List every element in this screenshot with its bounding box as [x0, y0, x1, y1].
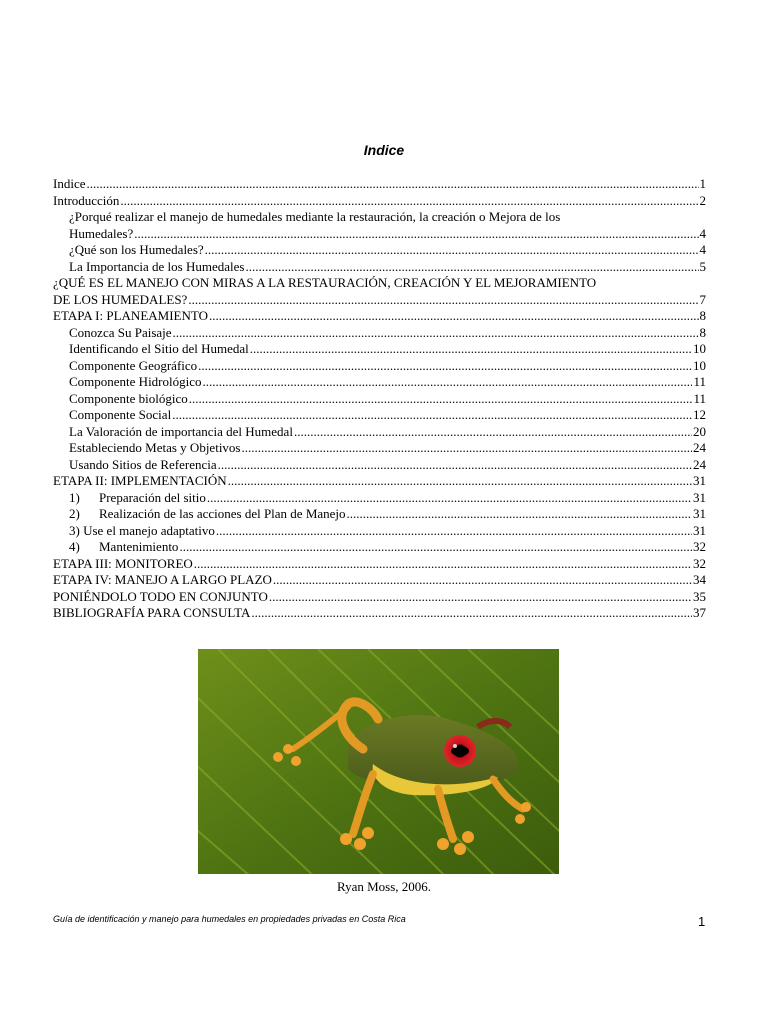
toc-entry[interactable]: [53, 341, 706, 358]
toc-dot-leader: [189, 391, 693, 408]
toc-dot-leader: [194, 556, 692, 573]
toc-entry-line: [69, 226, 706, 243]
toc-page-number: 4: [699, 225, 706, 241]
toc-dot-leader: [173, 325, 699, 342]
toc-page-number: 5: [699, 258, 706, 274]
toc-dot-leader: [203, 374, 693, 391]
toc-page-number: 8: [699, 324, 706, 340]
toc-page-number: 31: [693, 489, 706, 505]
toc-page-number: 34: [693, 572, 706, 587]
toc-page-number: 20: [693, 423, 706, 439]
toc-dot-leader: [120, 193, 698, 210]
red-eyed-tree-frog-image: [198, 649, 559, 874]
toc-entry[interactable]: [53, 572, 706, 589]
toc-page-number: 2: [699, 192, 706, 208]
toc-entry-title: PONIÉNDOLO TODO EN CONJUNTO: [53, 588, 268, 604]
toc-entry[interactable]: [53, 374, 706, 391]
toc-page-number: 11: [693, 390, 706, 406]
toc-entry[interactable]: [53, 506, 706, 523]
toc-entry[interactable]: [53, 308, 706, 325]
toc-dot-leader: [205, 242, 699, 259]
toc-entry-title: Componente Geográfico: [69, 357, 198, 373]
toc-entry-title: Introducción: [53, 192, 120, 208]
toc-entry[interactable]: [53, 457, 706, 474]
toc-entry[interactable]: [53, 605, 706, 622]
toc-page-number: 32: [693, 539, 706, 554]
toc-entry-number: 4): [69, 539, 80, 554]
toc-entry-title: ¿Qué son los Humedales?: [69, 242, 204, 257]
toc-entry-title-continued: DE LOS HUMEDALES?: [53, 291, 188, 307]
toc-entry-title: Indice: [53, 176, 86, 191]
toc-page-number: 8: [699, 308, 706, 323]
toc-dot-leader: [207, 490, 692, 507]
toc-dot-leader: [294, 424, 692, 441]
toc-entry-title: ETAPA II: IMPLEMENTACIÓN: [53, 473, 227, 488]
toc-entry-title: Estableciendo Metas y Objetivos: [69, 440, 241, 455]
toc-entry-title: Realización de las acciones del Plan de Manejo: [99, 506, 346, 521]
toc-page-number: 10: [693, 341, 706, 356]
toc-entry[interactable]: [53, 424, 706, 441]
toc-page-number: 35: [693, 588, 706, 604]
toc-entry-title: Usando Sitios de Referencia: [69, 456, 217, 472]
photo-caption: Ryan Moss, 2006.: [336, 879, 432, 894]
toc-page-number: 31: [693, 506, 706, 521]
toc-dot-leader: [216, 523, 692, 540]
toc-dot-leader: [134, 226, 698, 243]
toc-dot-leader: [273, 572, 692, 589]
toc-entry-title: ETAPA IV: MANEJO A LARGO PLAZO: [53, 572, 272, 587]
toc-entry[interactable]: [53, 473, 706, 490]
toc-entry[interactable]: [53, 440, 706, 457]
toc-entry[interactable]: [53, 275, 706, 308]
toc-page-number: 37: [693, 605, 706, 620]
toc-entry-title: La Importancia de los Humedales: [69, 258, 245, 274]
toc-entry-line: [53, 292, 706, 309]
footer-page-number: 1: [698, 914, 706, 929]
table-of-contents: [53, 176, 706, 622]
toc-entry-title: Componente Social: [69, 407, 172, 422]
toc-page-number: 10: [693, 357, 706, 373]
toc-entry-title: BIBLIOGRAFÍA PARA CONSULTA: [53, 605, 251, 620]
toc-entry[interactable]: [53, 193, 706, 210]
toc-entry-title: Conozca Su Paisaje: [69, 324, 172, 340]
toc-dot-leader: [250, 341, 692, 358]
toc-entry[interactable]: [53, 358, 706, 375]
toc-dot-leader: [209, 308, 699, 325]
toc-entry-title: Identificando el Sitio del Humedal: [69, 341, 249, 356]
toc-page-number: 31: [693, 473, 706, 488]
toc-entry[interactable]: [53, 176, 706, 193]
toc-dot-leader: [251, 605, 692, 622]
page-title: Indice: [363, 142, 405, 158]
footer-text: Guía de identificación y manejo para humedales en propiedades privadas en Costa Rica: [53, 914, 406, 924]
toc-page-number: 24: [693, 440, 706, 455]
toc-dot-leader: [172, 407, 692, 424]
frog-photo: [198, 649, 559, 874]
toc-dot-leader: [228, 473, 692, 490]
toc-dot-leader: [198, 358, 692, 375]
toc-entry[interactable]: [53, 589, 706, 606]
toc-page-number: 32: [693, 555, 706, 571]
toc-entry-title: Preparación del sitio: [99, 489, 206, 505]
toc-entry[interactable]: [53, 325, 706, 342]
toc-entry[interactable]: [53, 259, 706, 276]
toc-dot-leader: [269, 589, 692, 606]
toc-entry[interactable]: [53, 490, 706, 507]
toc-entry-title: La Valoración de importancia del Humedal: [69, 423, 293, 439]
toc-entry-title: 3) Use el manejo adaptativo: [69, 522, 215, 538]
toc-entry[interactable]: [53, 556, 706, 573]
toc-entry-title: Mantenimiento: [99, 539, 179, 554]
toc-entry-title: Componente Hidrológico: [69, 374, 202, 389]
toc-dot-leader: [86, 176, 698, 193]
toc-page-number: 31: [693, 522, 706, 538]
toc-dot-leader: [179, 539, 692, 556]
toc-page-number: 4: [699, 242, 706, 257]
toc-dot-leader: [245, 259, 698, 276]
toc-dot-leader: [218, 457, 692, 474]
toc-entry[interactable]: [53, 209, 706, 242]
toc-entry[interactable]: [53, 539, 706, 556]
toc-entry-title: ETAPA I: PLANEAMIENTO: [53, 308, 208, 323]
toc-page-number: 12: [693, 407, 706, 422]
toc-entry-title: Componente biológico: [69, 390, 188, 406]
toc-entry-number: 1): [69, 489, 80, 505]
toc-dot-leader: [347, 506, 692, 523]
toc-page-number: 1: [699, 176, 706, 191]
toc-page-number: 7: [699, 291, 706, 307]
toc-entry[interactable]: [53, 523, 706, 540]
toc-dot-leader: [188, 292, 698, 309]
toc-entry[interactable]: [53, 407, 706, 424]
toc-entry[interactable]: [53, 391, 706, 408]
toc-entry-title: ¿QUÉ ES EL MANEJO CON MIRAS A LA RESTAURACIÓN, CREACIÓN Y EL MEJORAMIENTO: [53, 275, 597, 290]
toc-entry-number: 2): [69, 506, 80, 521]
toc-entry[interactable]: [53, 242, 706, 259]
toc-dot-leader: [242, 440, 693, 457]
toc-entry-title: ETAPA III: MONITOREO: [53, 555, 193, 571]
toc-page-number: 11: [693, 374, 706, 389]
toc-page-number: 24: [693, 456, 706, 472]
toc-entry-title-continued: Humedales?: [69, 225, 134, 241]
toc-entry-title: ¿Porqué realizar el manejo de humedales mediante la restauración, la creación o Mejora de los: [69, 209, 561, 224]
